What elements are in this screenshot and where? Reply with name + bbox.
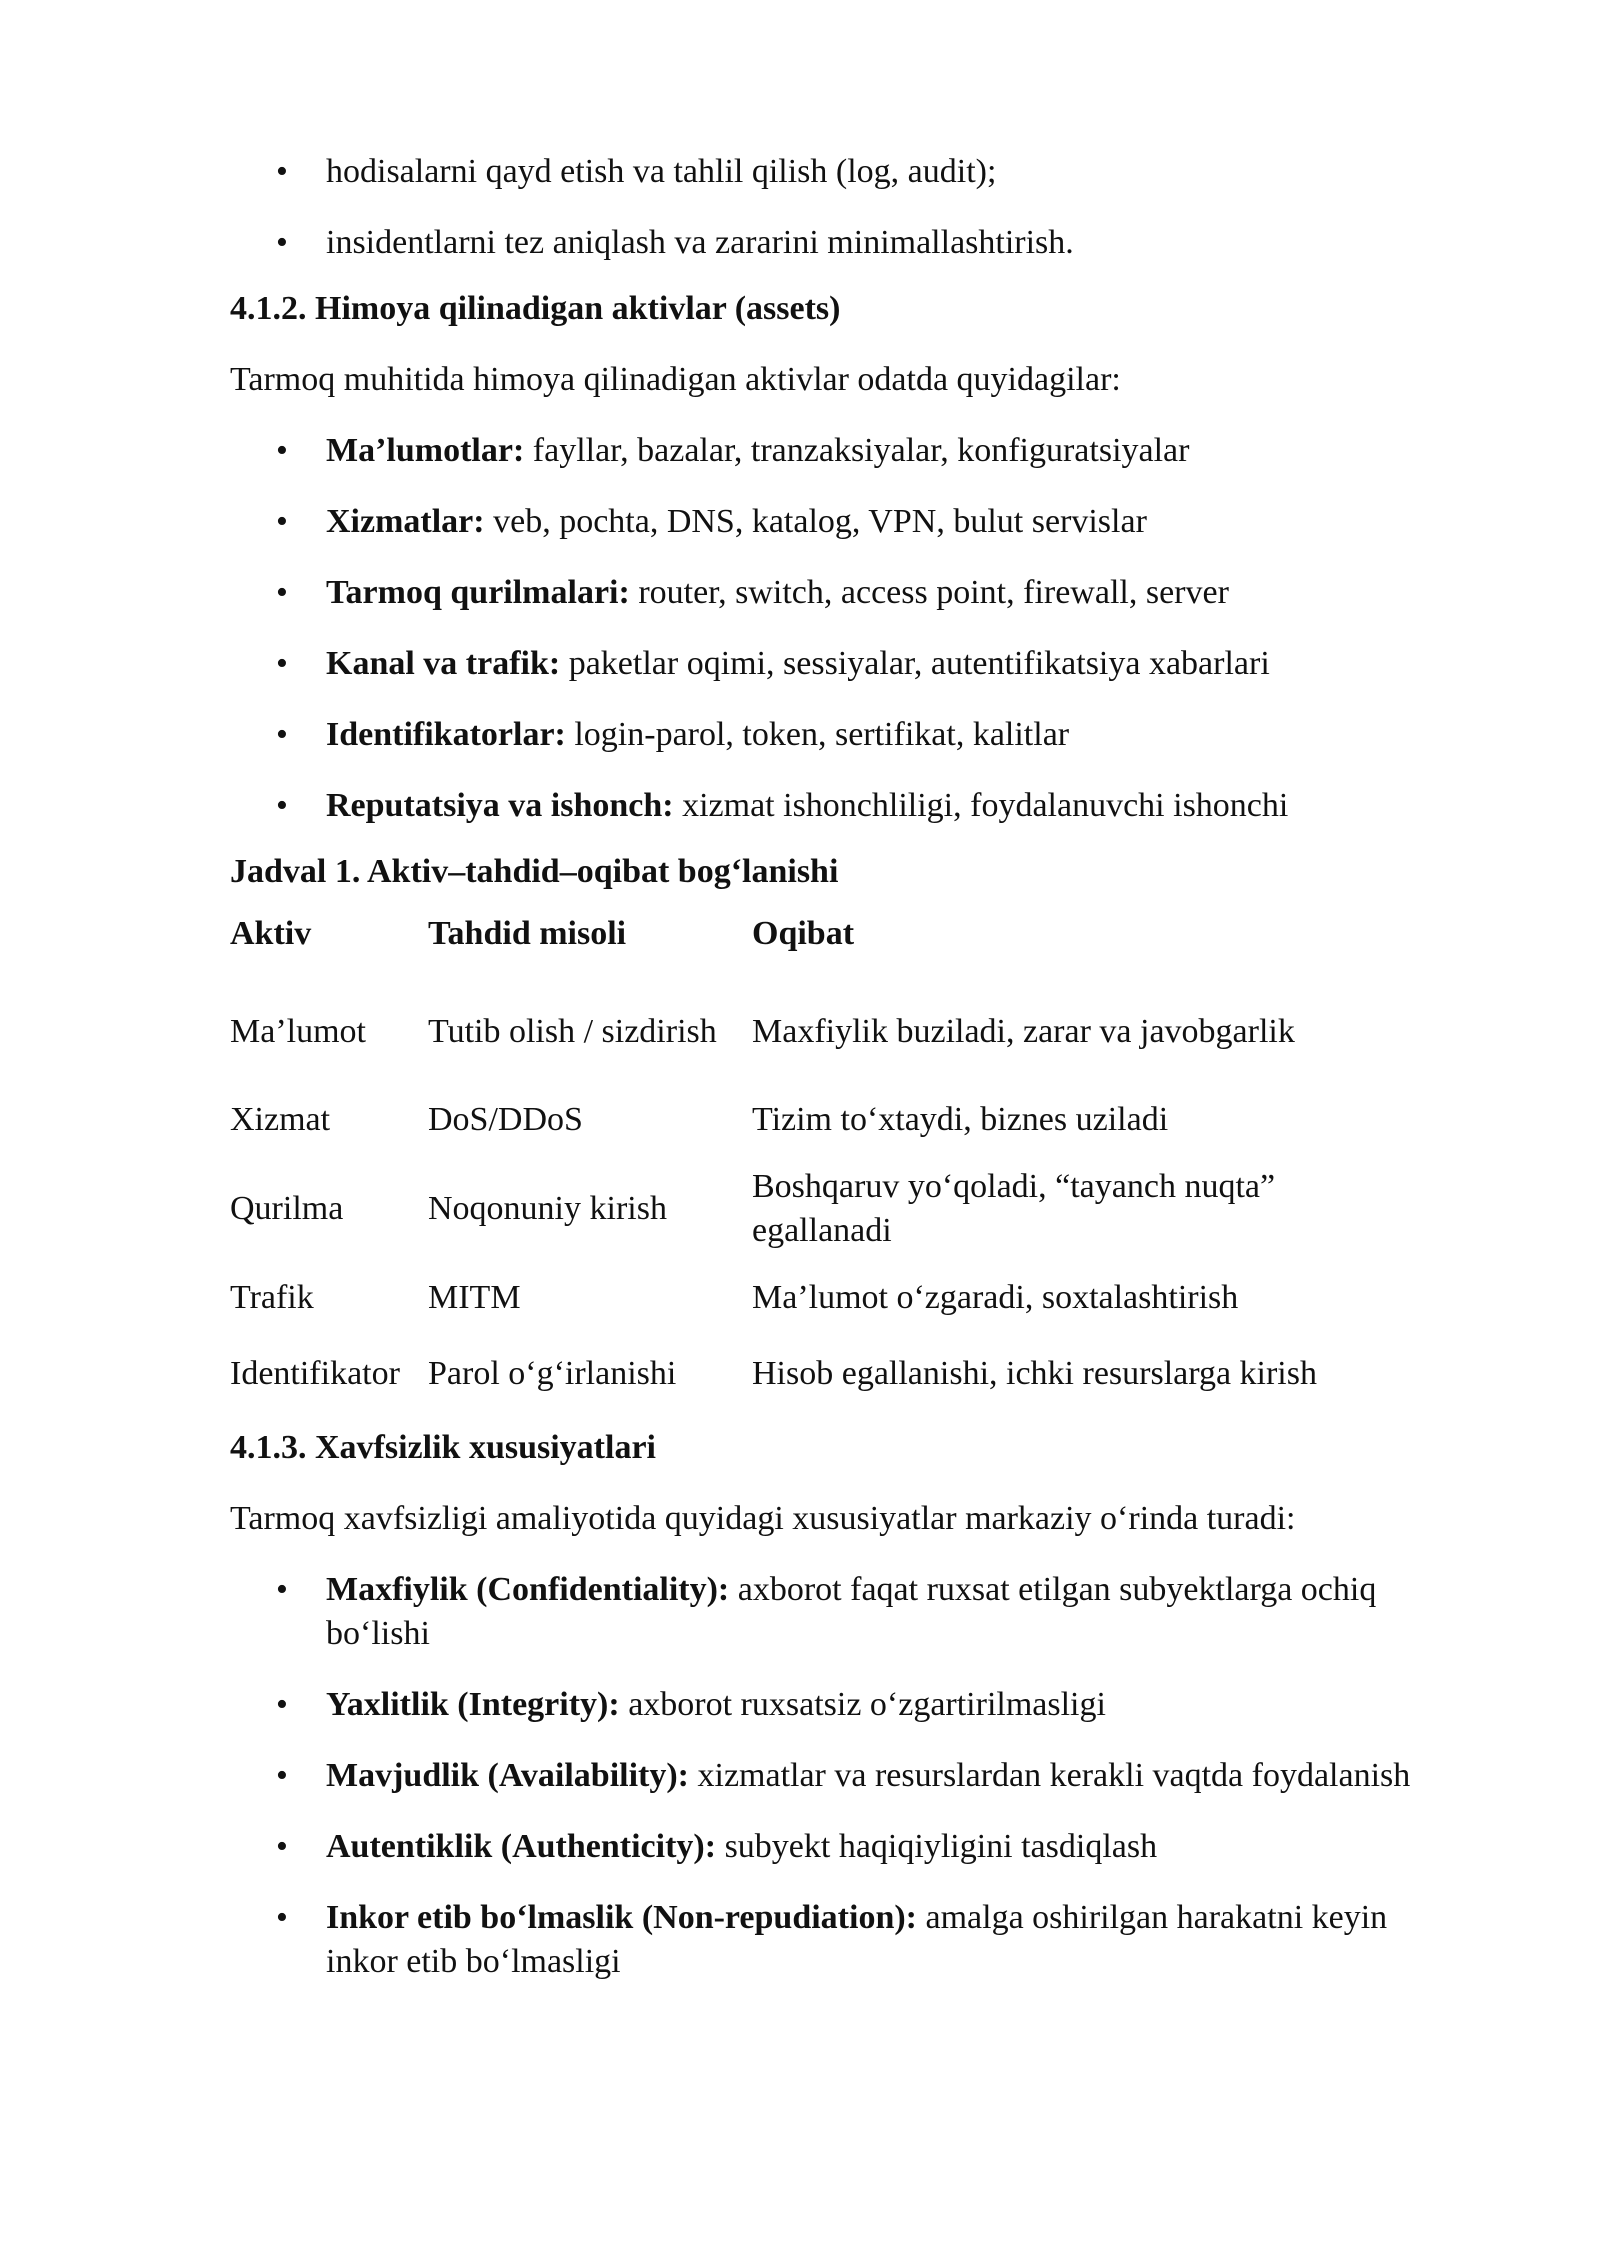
list-item: • insidentlarni tez aniqlash va zararini minimallashtirish.	[230, 221, 1430, 265]
section-intro-413: Tarmoq xavfsizligi amaliyotida quyidagi xususiyatlar markaziy o‘rinda turadi:	[230, 1500, 1296, 1537]
list-item: • hodisalarni qayd etish va tahlil qilish (log, audit);	[230, 150, 1430, 194]
bullet-icon: •	[276, 503, 288, 540]
bullet-icon: •	[276, 1828, 288, 1865]
table-cell: Ma’lumot	[230, 1013, 366, 1050]
bullet-icon: •	[276, 153, 288, 190]
table-row	[230, 982, 1430, 1082]
table-cell: Noqonuniy kirish	[428, 1190, 667, 1227]
list-item: • Ma’lumotlar: fayllar, bazalar, tranzaksiyalar, konfiguratsiyalar	[230, 429, 1430, 473]
list-item: • Xizmatlar: veb, pochta, DNS, katalog, VPN, bulut servislar	[230, 500, 1430, 544]
bullet-icon: •	[276, 787, 288, 824]
document-page	[230, 150, 1430, 1984]
table-cell: Maxfiylik buziladi, zarar va javobgarlik	[752, 1013, 1295, 1050]
table-cell: DoS/DDoS	[428, 1101, 583, 1138]
list-item: • Autentiklik (Authenticity): subyekt haqiqiyligini tasdiqlash	[230, 1825, 1430, 1869]
list-item: • Kanal va trafik: paketlar oqimi, sessiyalar, autentifikatsiya xabarlari	[230, 642, 1430, 686]
table-cell: Tizim to‘xtaydi, biznes uziladi	[752, 1101, 1169, 1138]
top-bullet-list	[230, 150, 1430, 265]
table-cell: Xizmat	[230, 1101, 331, 1138]
section-intro-412: Tarmoq muhitida himoya qilinadigan aktivlar odatda quyidagilar:	[230, 361, 1121, 398]
table-header-row	[230, 904, 1430, 982]
bullet-icon: •	[276, 1757, 288, 1794]
table-cell: Tutib olish / sizdirish	[428, 1013, 717, 1050]
bullet-icon: •	[276, 645, 288, 682]
bullet-icon: •	[276, 224, 288, 261]
bullet-icon: •	[276, 432, 288, 469]
bullet-icon: •	[276, 1571, 288, 1608]
table-row	[230, 1336, 1430, 1412]
list-item: • Mavjudlik (Availability): xizmatlar va resurslardan kerakli vaqtda foydalanish	[230, 1754, 1430, 1798]
table-cell: Identifikator	[230, 1355, 400, 1392]
table-cell: Boshqaruv yo‘qoladi, “tayanch nuqta” egallanadi	[752, 1168, 1276, 1249]
table-row	[230, 1260, 1430, 1336]
bullet-icon: •	[276, 1899, 288, 1936]
table-cell: Trafik	[230, 1279, 314, 1316]
list-item: • Yaxlitlik (Integrity): axborot ruxsatsiz o‘zgartirilmasligi	[230, 1683, 1430, 1727]
table-cell: Parol o‘g‘irlanishi	[428, 1355, 677, 1392]
table-row	[230, 1082, 1430, 1158]
properties-bullet-list	[230, 1568, 1430, 1984]
table-caption: Jadval 1. Aktiv–tahdid–oqibat bog‘lanishi	[230, 853, 839, 890]
list-item: • Tarmoq qurilmalari: router, switch, access point, firewall, server	[230, 571, 1430, 615]
bullet-icon: •	[276, 574, 288, 611]
table-cell: Hisob egallanishi, ichki resurslarga kirish	[752, 1355, 1317, 1392]
column-header-consequence: Oqibat	[752, 915, 855, 952]
assets-bullet-list	[230, 429, 1430, 828]
bullet-icon: •	[276, 1686, 288, 1723]
list-item: • Maxfiylik (Confidentiality): axborot faqat ruxsat etilgan subyektlarga ochiq bo‘lishi	[230, 1568, 1430, 1656]
table-cell: Qurilma	[230, 1190, 344, 1227]
table-cell: Ma’lumot o‘zgaradi, soxtalashtirish	[752, 1279, 1239, 1316]
list-item: • Reputatsiya va ishonch: xizmat ishonchliligi, foydalanuvchi ishonchi	[230, 784, 1430, 828]
section-heading-413: 4.1.3. Xavfsizlik xususiyatlari	[230, 1429, 656, 1466]
list-item: • Identifikatorlar: login-parol, token, sertifikat, kalitlar	[230, 713, 1430, 757]
table-cell: MITM	[428, 1279, 521, 1316]
section-heading-412: 4.1.2. Himoya qilinadigan aktivlar (assets)	[230, 290, 841, 327]
column-header-threat: Tahdid misoli	[428, 915, 627, 952]
column-header-asset: Aktiv	[230, 915, 312, 952]
bullet-icon: •	[276, 716, 288, 753]
list-item: • Inkor etib bo‘lmaslik (Non-repudiation): amalga oshirilgan harakatni keyin inkor etib bo‘lmasligi	[230, 1896, 1430, 1984]
table-row	[230, 1158, 1430, 1260]
asset-threat-table	[230, 904, 1430, 1412]
